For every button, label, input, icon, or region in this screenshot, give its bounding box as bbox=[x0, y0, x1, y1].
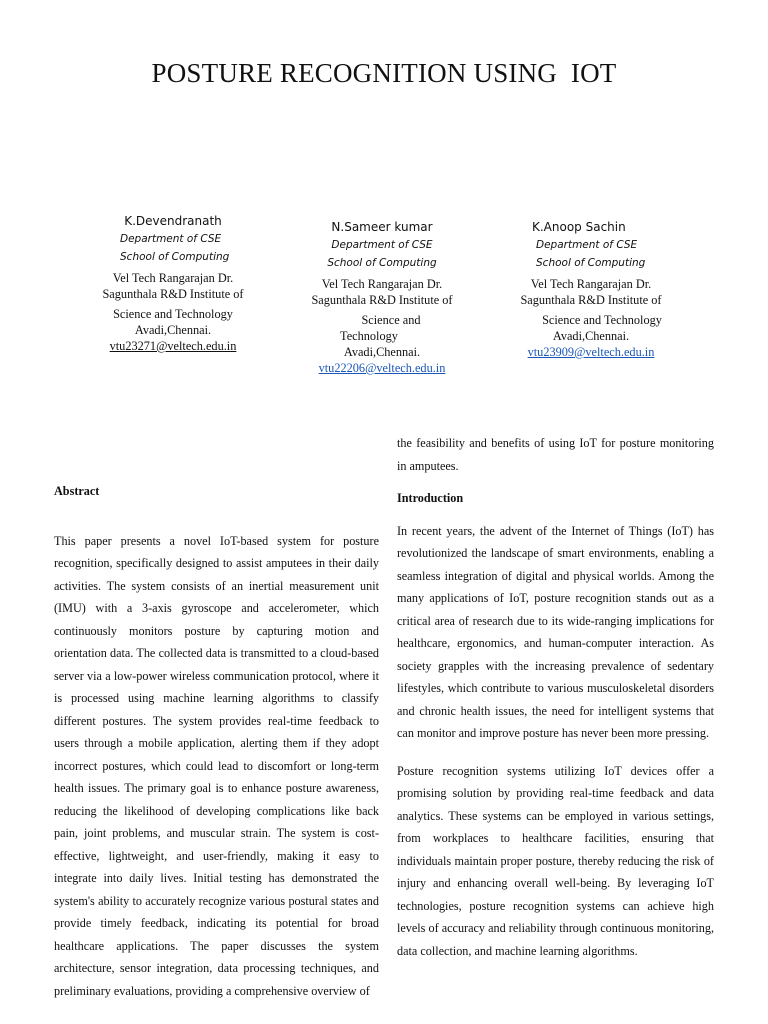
introduction-paragraph-1: In recent years, the advent of the Internet of Things (IoT) has revolutionized the landscape of smart environments, enabling a seamless integration of digital and physical worlds. Among the many applications of IoT, posture recognition stands out as a critical area of research due to its wide-ranging implications for healthcare, ergonomics, and human-computer interaction. As society grapples with the increasing prevalence of sedentary lifestyles, which contribute to various musculoskeletal disorders and chronic health issues, the need for intelligent systems that can monitor and improve posture has never been more pressing. bbox=[397, 523, 714, 740]
author-institute: Sagunthala R&D Institute of bbox=[102, 287, 244, 301]
abstract-text: This paper presents a novel IoT-based system for posture recognition, specifically designed to assist amputees in their daily activities. The system consists of an inertial measurement unit (IMU) with a 3-axis gyroscope and accelerometer, which continuously monitors posture by capturing motion and orientation data. The collected data is transmitted to a cloud-based server via a low-power wireless communication protocol, where it is processed using machine learning algorithms to classify different postures. The system provides real-time feedback to users through a mobile application, alerting them if they adopt incorrect postures, which could lead to discomfort or long-term health issues. The primary goal is to enhance posture awareness, reducing the likelihood of developing complications like back pain, joint problems, and muscular strain. The system is cost-effective, lightweight, and user-friendly, making it easy to integrate into daily lives. Initial testing has demonstrated the system's ability to accurately recognize various postural states and provide timely feedback, indicating its potential for broad healthcare applications. The paper discusses the system architecture, sensor integration, data processing techniques, and preliminary evaluations, providing a comprehensive overview of bbox=[54, 533, 379, 998]
author-city: Avadi,Chennai. bbox=[134, 323, 212, 337]
author-email-link[interactable]: vtu23909@veltech.edu.in bbox=[527, 345, 655, 359]
author-institute: Sagunthala R&D Institute of bbox=[520, 293, 662, 307]
paper-title: POSTURE RECOGNITION USING IOT bbox=[151, 58, 617, 88]
author-school: School of Computing bbox=[536, 257, 646, 269]
author-institute: Vel Tech Rangarajan Dr. bbox=[530, 277, 652, 291]
author-name: K.Devendranath bbox=[124, 214, 222, 228]
author-block-1 bbox=[98, 213, 248, 354]
author-school: School of Computing bbox=[327, 257, 437, 269]
author-school: School of Computing bbox=[120, 251, 230, 263]
abstract-continuation: the feasibility and benefits of using IoT for posture monitoring in amputees. bbox=[397, 436, 714, 473]
author-department: Department of CSE bbox=[536, 239, 638, 251]
author-institute: Technology bbox=[340, 329, 398, 343]
author-department: Department of CSE bbox=[120, 233, 222, 245]
left-column bbox=[54, 480, 379, 1002]
author-city: Avadi,Chennai. bbox=[552, 329, 630, 343]
author-institute: Vel Tech Rangarajan Dr. bbox=[321, 277, 443, 291]
introduction-heading: Introduction bbox=[397, 491, 464, 505]
abstract-heading: Abstract bbox=[54, 484, 100, 498]
author-institute: Science and bbox=[361, 313, 421, 327]
author-city: Avadi,Chennai. bbox=[343, 345, 421, 359]
author-block-2 bbox=[300, 219, 464, 376]
author-email-link[interactable]: vtu22206@veltech.edu.in bbox=[318, 361, 446, 375]
author-institute: Science and Technology bbox=[113, 307, 233, 321]
author-name: N.Sameer kumar bbox=[331, 220, 433, 234]
author-block-3 bbox=[512, 219, 670, 360]
author-name: K.Anoop Sachin bbox=[532, 220, 626, 234]
introduction-paragraph-2: Posture recognition systems utilizing IoT devices offer a promising solution by providing real-time feedback and data analytics. These systems can be employed in various settings, from workplaces to healthcare facilities, ensuring that individuals maintain proper posture, thereby reducing the risk of injury and enhancing overall well-being. By leveraging IoT technologies, posture recognition systems can achieve high levels of accuracy and reliability through continuous monitoring, data collection, and machine learning algorithms. bbox=[397, 763, 714, 958]
author-department: Department of CSE bbox=[331, 239, 433, 251]
author-institute: Sagunthala R&D Institute of bbox=[311, 293, 453, 307]
author-institute: Science and Technology bbox=[542, 313, 662, 327]
right-column bbox=[397, 432, 714, 962]
author-institute: Vel Tech Rangarajan Dr. bbox=[112, 271, 234, 285]
author-email-link[interactable]: vtu23271@veltech.edu.in bbox=[109, 339, 237, 353]
